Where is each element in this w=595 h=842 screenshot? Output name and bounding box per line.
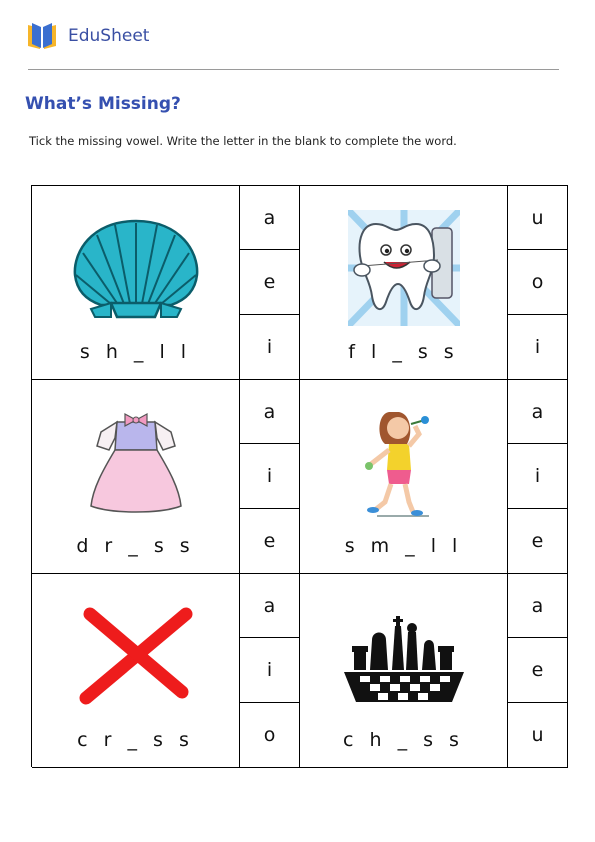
word-with-blank: s h _ l l <box>79 341 192 363</box>
word-with-blank: s m _ l l <box>344 535 463 557</box>
tooth-flossing-picture <box>339 208 469 328</box>
vowel-option[interactable]: i <box>240 444 299 508</box>
word-with-blank: f l _ s s <box>348 341 459 363</box>
worksheet-instruction: Tick the missing vowel. Write the letter in the blank to complete the word. <box>29 134 457 148</box>
item-cross <box>32 574 240 768</box>
header <box>26 20 149 52</box>
item-shell <box>32 186 240 380</box>
vowel-option[interactable]: e <box>531 529 544 552</box>
vowel-option[interactable]: e <box>263 529 276 552</box>
exercise-grid <box>31 185 568 767</box>
vowel-options <box>508 186 568 380</box>
vowel-option[interactable]: u <box>531 723 544 746</box>
item-smell <box>300 380 508 574</box>
vowel-option[interactable]: u <box>508 186 567 250</box>
open-book-icon <box>26 21 58 51</box>
vowel-option[interactable]: i <box>240 638 299 702</box>
vowel-options <box>240 380 300 574</box>
red-cross-picture <box>71 596 201 716</box>
vowel-option[interactable]: a <box>240 380 299 444</box>
vowel-option[interactable]: o <box>263 723 276 746</box>
chess-pieces-picture <box>339 596 469 716</box>
vowel-option[interactable]: a <box>508 574 567 638</box>
vowel-option[interactable]: a <box>240 186 299 250</box>
vowel-options <box>508 380 568 574</box>
worksheet-title: What’s Missing? <box>25 94 181 114</box>
word-with-blank: c r _ s s <box>77 729 194 751</box>
header-divider <box>28 69 559 70</box>
vowel-option[interactable]: e <box>508 638 567 702</box>
girl-smelling-flower-picture <box>339 402 469 522</box>
seashell-picture <box>71 208 201 328</box>
vowel-option[interactable]: a <box>508 380 567 444</box>
vowel-options <box>508 574 568 768</box>
vowel-option[interactable]: a <box>240 574 299 638</box>
vowel-option[interactable]: i <box>508 444 567 508</box>
brand-name: EduSheet <box>68 26 150 46</box>
dress-picture <box>71 402 201 522</box>
item-chess <box>300 574 508 768</box>
word-with-blank: c h _ s s <box>343 729 464 751</box>
item-floss <box>300 186 508 380</box>
vowel-options <box>240 574 300 768</box>
vowel-option[interactable]: i <box>534 335 541 358</box>
vowel-option[interactable]: i <box>266 335 273 358</box>
vowel-options <box>240 186 300 380</box>
word-with-blank: d r _ s s <box>76 535 195 557</box>
vowel-option[interactable]: e <box>240 250 299 314</box>
vowel-option[interactable]: o <box>508 250 567 314</box>
item-dress <box>32 380 240 574</box>
